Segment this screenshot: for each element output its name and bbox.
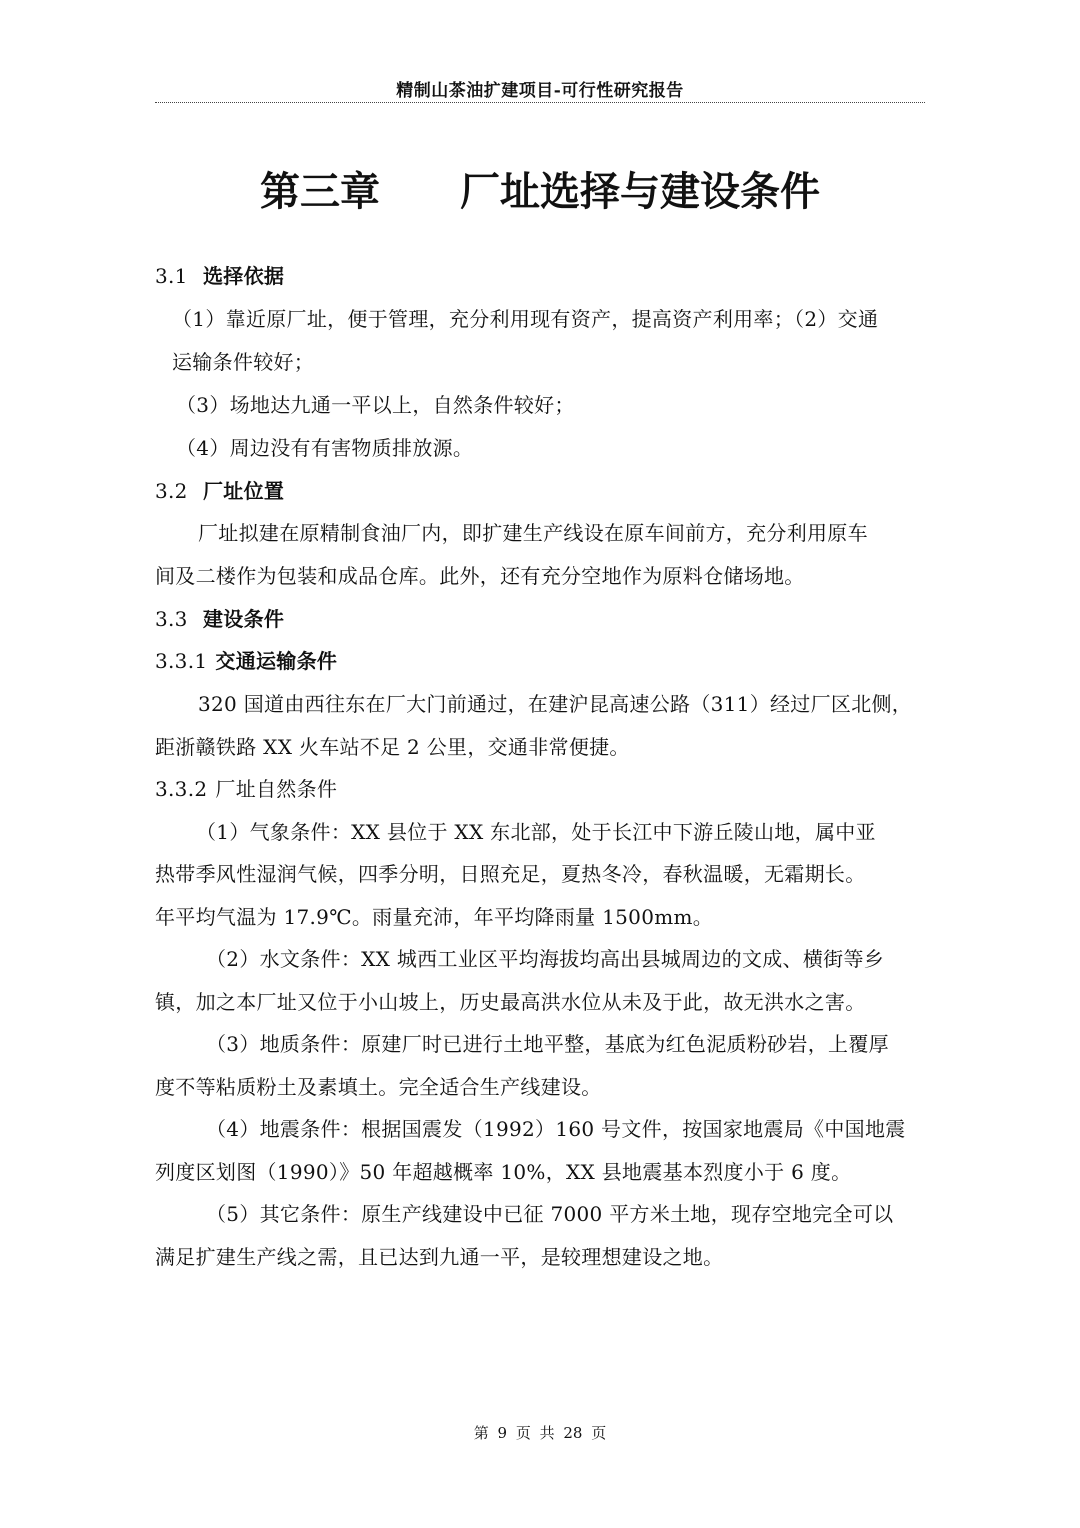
section-heading-3-3-1: 3.3.1 交通运输条件 <box>155 649 338 673</box>
paragraph-line: 度不等粘质粉土及素填土。完全适合生产线建设。 <box>155 1075 602 1099</box>
page-number-footer: 第 9 页 共 28 页 <box>473 1424 607 1442</box>
paragraph-line: （4）地震条件：根据国震发（1992）160 号文件，按国家地震局《中国地震 <box>206 1117 906 1141</box>
running-header: 精制山茶油扩建项目-可行性研究报告 <box>396 81 684 101</box>
paragraph-line: 热带季风性湿润气候，四季分明，日照充足，夏热冬冷，春秋温暖，无霜期长。 <box>155 862 866 886</box>
paragraph-line: 满足扩建生产线之需，且已达到九通一平，是较理想建设之地。 <box>155 1245 724 1269</box>
section-heading-3-3: 3.3 建设条件 <box>155 607 285 631</box>
paragraph-line: 镇，加之本厂址又位于小山坡上，历史最高洪水位从未及于此，故无洪水之害。 <box>155 990 866 1014</box>
paragraph-line: （3）场地达九通一平以上，自然条件较好； <box>176 393 575 417</box>
header-divider <box>155 102 925 103</box>
chapter-title <box>155 160 925 217</box>
section-heading-3-3-2: 3.3.2 厂址自然条件 <box>155 777 338 801</box>
chapter-name: 厂址选择与建设条件 <box>460 169 820 215</box>
paragraph-line: 320 国道由西往东在厂大门前通过，在建沪昆高速公路（311）经过厂区北侧， <box>198 692 913 716</box>
paragraph-line: （3）地质条件：原建厂时已进行土地平整，基底为红色泥质粉砂岩，上覆厚 <box>206 1032 889 1056</box>
paragraph-line: （5）其它条件：原生产线建设中已征 7000 平方米土地，现存空地完全可以 <box>206 1202 894 1226</box>
paragraph-line: （4）周边没有有害物质排放源。 <box>176 436 474 460</box>
chapter-number: 第三章 <box>260 169 380 215</box>
paragraph-line: 年平均气温为 17.9℃。雨量充沛，年平均降雨量 1500mm。 <box>155 905 714 929</box>
section-heading-3-2: 3.2 厂址位置 <box>155 479 285 503</box>
paragraph-line: 间及二楼作为包装和成品仓库。此外，还有充分空地作为原料仓储场地。 <box>155 564 805 588</box>
paragraph-line: 距浙赣铁路 XX 火车站不足 2 公里，交通非常便捷。 <box>155 735 630 759</box>
paragraph-line: （2）水文条件：XX 城西工业区平均海拔均高出县城周边的文成、横街等乡 <box>206 947 885 971</box>
paragraph-line: （1）气象条件：XX 县位于 XX 东北部，处于长江中下游丘陵山地，属中亚 <box>196 820 876 844</box>
paragraph-line: 列度区划图（1990）》50 年超越概率 10%，XX 县地震基本烈度小于 6 度。 <box>155 1160 852 1184</box>
paragraph-line: （1）靠近原厂址，便于管理，充分利用现有资产，提高资产利用率；（2）交通 <box>172 307 879 331</box>
section-heading-3-1: 3.1 选择依据 <box>155 264 285 288</box>
paragraph-line: 厂址拟建在原精制食油厂内，即扩建生产线设在原车间前方，充分利用原车 <box>198 521 868 545</box>
paragraph-line: 运输条件较好； <box>172 350 315 374</box>
